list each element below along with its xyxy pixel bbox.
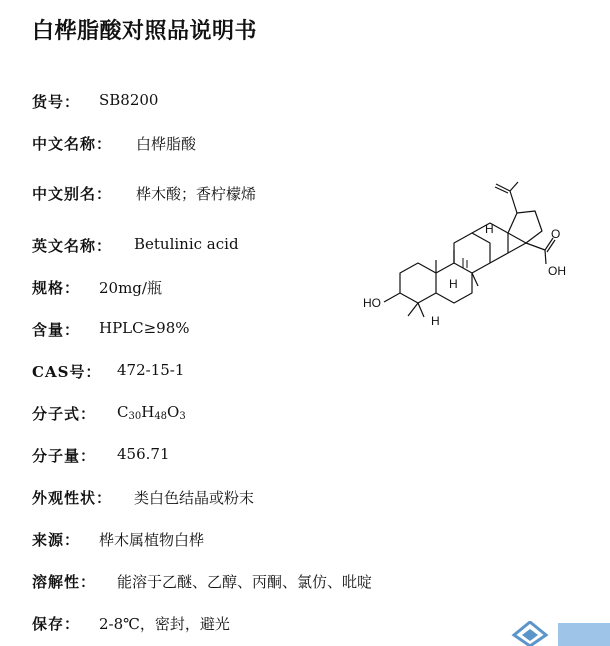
field-label: 保存： <box>32 615 81 633</box>
field-value: 白桦脂酸 <box>136 135 197 153</box>
chemical-structure-icon <box>360 176 575 336</box>
field-value: 456.71 <box>117 445 170 463</box>
field-label: 中文别名： <box>32 185 113 203</box>
svg-text:OH: OH <box>548 264 566 278</box>
field-value: Betulinic acid <box>134 235 239 253</box>
field-value: 类白色结晶或粉末 <box>134 489 255 507</box>
field-label: 外观性状： <box>32 489 113 507</box>
field-value: 20mg/瓶 <box>99 279 162 297</box>
field-value: 2-8℃，密封，避光 <box>99 615 230 633</box>
field-label: 货号： <box>32 93 81 111</box>
field-value: HPLC≥98% <box>99 319 190 337</box>
svg-text:H: H <box>485 222 494 236</box>
field-label: 英文名称： <box>32 237 113 255</box>
field-label: CAS号： <box>32 363 102 381</box>
field-label: 分子式： <box>32 405 97 423</box>
field-value: 472-15-1 <box>117 361 185 379</box>
corner-decoration <box>558 623 610 646</box>
svg-text:O: O <box>551 227 561 241</box>
field-label: 来源： <box>32 531 81 549</box>
field-label: 分子量： <box>32 447 97 465</box>
field-value: 能溶于乙醚、乙醇、丙酮、氯仿、吡啶 <box>117 573 373 591</box>
field-label: 溶解性： <box>32 573 97 591</box>
page-title: 白桦脂酸对照品说明书 <box>32 18 258 44</box>
molecular-formula: $C_{30}H_{48}O_3$ <box>117 403 186 422</box>
field-label: 规格： <box>32 279 81 297</box>
brand-logo-icon <box>510 621 550 646</box>
svg-text:HO: HO <box>363 296 381 310</box>
svg-text:H: H <box>431 314 440 328</box>
svg-text:H: H <box>449 277 458 291</box>
field-label: 中文名称： <box>32 135 113 153</box>
field-value: SB8200 <box>99 91 159 109</box>
field-label: 含量： <box>32 321 81 339</box>
field-value: 桦木酸；香柠檬烯 <box>136 185 257 203</box>
field-value: 桦木属植物白桦 <box>99 531 205 549</box>
